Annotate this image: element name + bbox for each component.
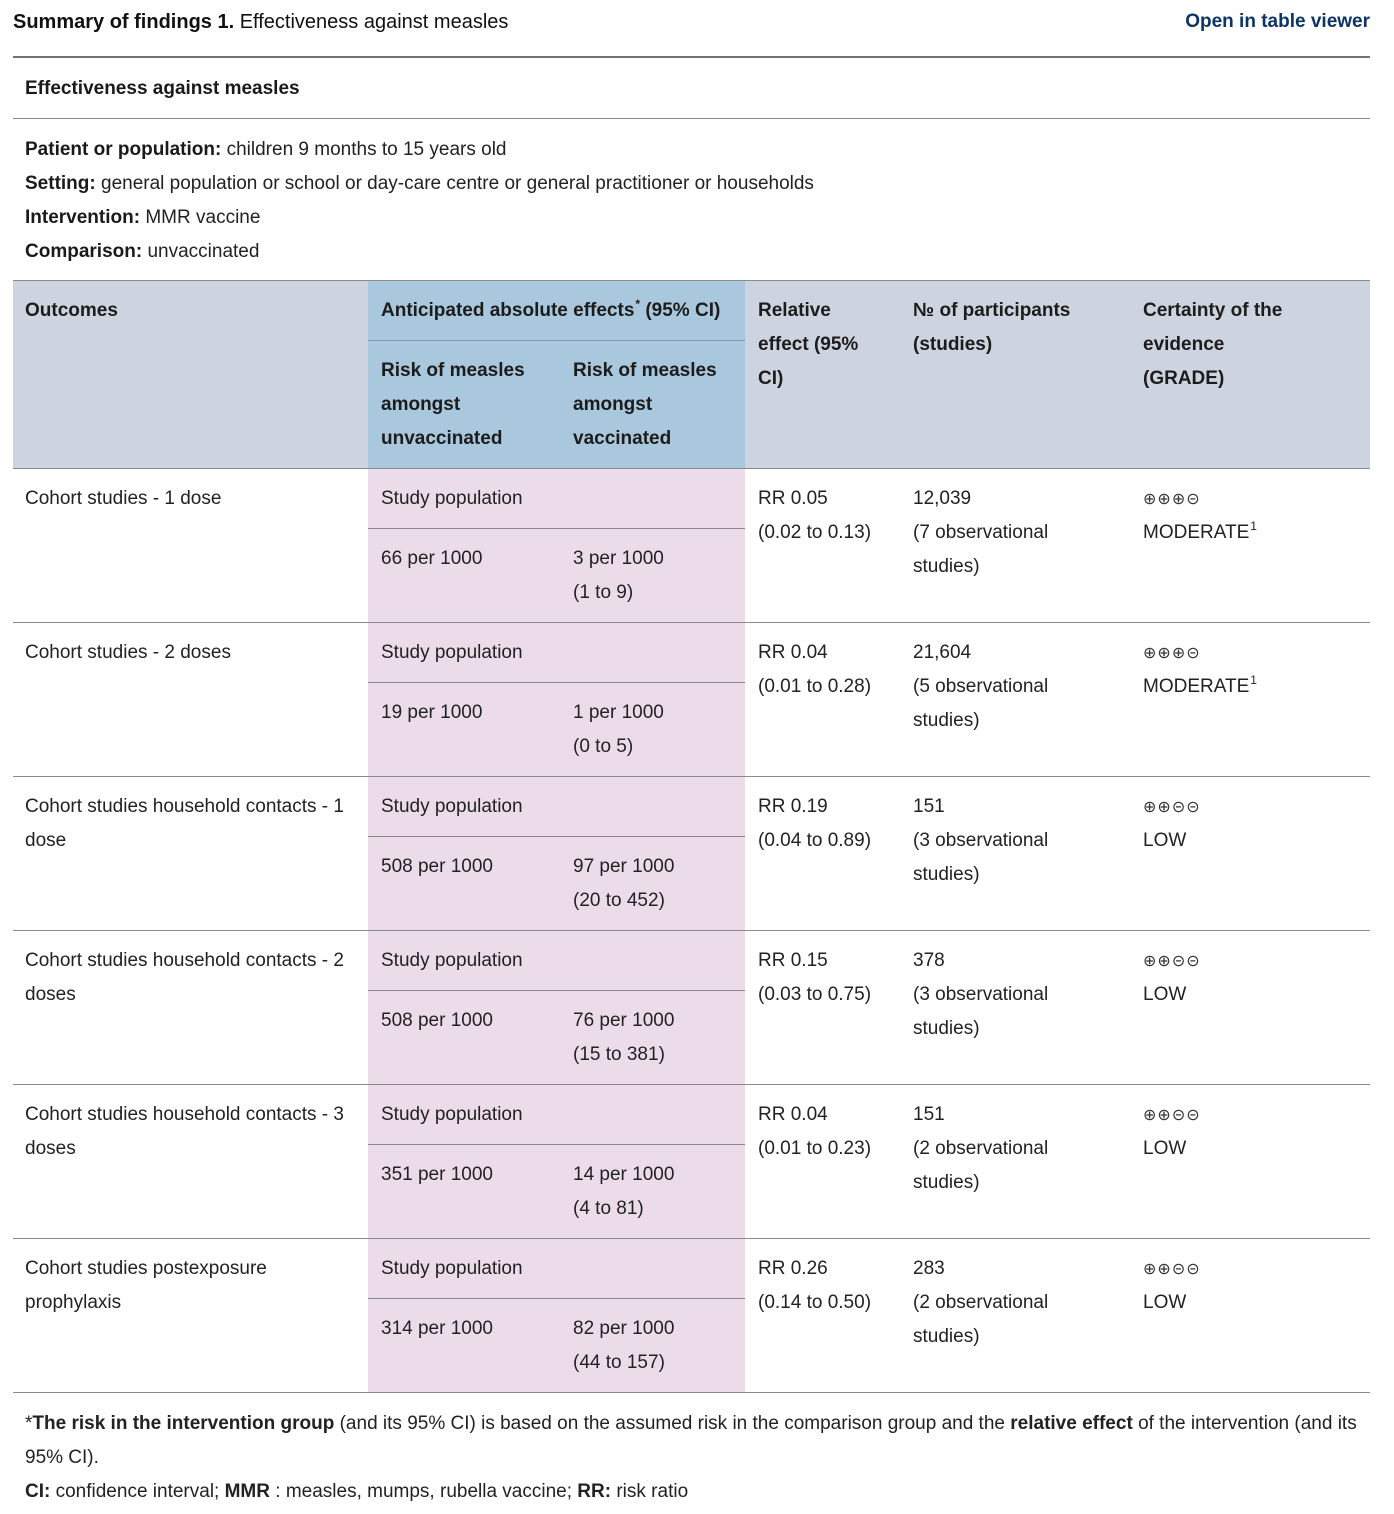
- relative-effect-cell: [745, 469, 900, 622]
- outcome-cell: Cohort studies household contacts - 2 doses: [25, 950, 344, 1005]
- column-header-anticipated-effects: [368, 281, 745, 341]
- footnote-marker: 1: [1250, 673, 1257, 687]
- baseline-label-cell: Study population: [368, 1085, 745, 1145]
- column-header-outcomes: Outcomes: [25, 300, 118, 321]
- risk-vaccinated-cell: [561, 991, 745, 1084]
- certainty-cell: [1130, 623, 1370, 776]
- footnote-text: (and its 95% CI) is based on the assumed risk in the comparison group and the: [339, 1413, 1005, 1434]
- participants-count: 151: [913, 796, 945, 817]
- certainty-rating-icon: ⊕⊕⊕⊝: [1143, 643, 1201, 662]
- relative-effect-value: RR 0.26: [758, 1258, 828, 1279]
- studies-count: (2 observational studies): [913, 1292, 1049, 1347]
- certainty-level-line: [1143, 1286, 1350, 1320]
- table-footnotes: [13, 1393, 1370, 1514]
- baseline-label-cell: Study population: [368, 469, 745, 529]
- relative-effect-value: RR 0.04: [758, 1104, 828, 1125]
- relative-effect-ci: (0.04 to 0.89): [758, 830, 872, 851]
- certainty-level: LOW: [1143, 984, 1187, 1005]
- table-row: [13, 776, 1370, 930]
- context-intervention: [25, 201, 1358, 235]
- abbreviations: [25, 1475, 1358, 1509]
- table-title-number: Summary of findings 1.: [13, 11, 235, 33]
- participants-count: 283: [913, 1258, 945, 1279]
- relative-effect-ci: (0.14 to 0.50): [758, 1292, 872, 1313]
- baseline-label-cell: Study population: [368, 777, 745, 837]
- relative-effect-cell: [745, 1085, 900, 1238]
- baseline-label-cell: Study population: [368, 1239, 745, 1299]
- outcome-cell: Cohort studies postexposure prophylaxis: [25, 1258, 267, 1313]
- table-caption: Effectiveness against measles: [13, 56, 1370, 119]
- context-value: children 9 months to 15 years old: [226, 139, 507, 160]
- open-in-table-viewer-link[interactable]: Open in table viewer: [1185, 11, 1370, 32]
- footnote-risk-explanation: [25, 1407, 1358, 1475]
- risk-vaccinated-value: 97 per 1000: [573, 856, 675, 877]
- risk-vaccinated-ci: (4 to 81): [573, 1198, 644, 1219]
- column-header-risk-vaccinated: Risk of measles amongst vaccinated: [561, 341, 745, 468]
- relative-effect-ci: (0.02 to 0.13): [758, 522, 872, 543]
- risk-vaccinated-cell: [561, 683, 745, 776]
- studies-count: (3 observational studies): [913, 984, 1049, 1039]
- title-bar: [13, 0, 1370, 56]
- certainty-level: LOW: [1143, 1138, 1187, 1159]
- risk-vaccinated-cell: [561, 837, 745, 930]
- relative-effect-cell: [745, 1239, 900, 1392]
- relative-effect-ci: (0.01 to 0.28): [758, 676, 872, 697]
- risk-vaccinated-value: 82 per 1000: [573, 1318, 675, 1339]
- risk-unvaccinated-cell: 314 per 1000: [368, 1299, 561, 1392]
- certainty-level: LOW: [1143, 830, 1187, 851]
- risk-vaccinated-ci: (0 to 5): [573, 736, 634, 757]
- certainty-cell: [1130, 1239, 1370, 1392]
- abbreviation-definition: risk ratio: [616, 1481, 689, 1502]
- table-title: [13, 5, 508, 39]
- participants-cell: [900, 931, 1130, 1084]
- summary-of-findings-page: [13, 0, 1370, 1514]
- context-value: unvaccinated: [147, 241, 260, 262]
- risk-vaccinated-ci: (15 to 381): [573, 1044, 665, 1065]
- table-row: [13, 1238, 1370, 1392]
- abbreviation-definition: confidence interval;: [55, 1481, 220, 1502]
- baseline-label-cell: Study population: [368, 623, 745, 683]
- risk-vaccinated-cell: [561, 529, 745, 622]
- certainty-rating-icon: ⊕⊕⊝⊝: [1143, 1105, 1201, 1124]
- relative-effect-value: RR 0.19: [758, 796, 828, 817]
- risk-unvaccinated-cell: 351 per 1000: [368, 1145, 561, 1238]
- risk-unvaccinated-cell: 508 per 1000: [368, 991, 561, 1084]
- certainty-cell: [1130, 777, 1370, 930]
- participants-count: 12,039: [913, 488, 972, 509]
- risk-vaccinated-value: 3 per 1000: [573, 548, 664, 569]
- relative-effect-ci: (0.01 to 0.23): [758, 1138, 872, 1159]
- footnote-marker: 1: [1250, 519, 1257, 533]
- outcome-cell: Cohort studies - 2 doses: [25, 642, 231, 663]
- column-header-risk-unvaccinated: Risk of measles amongst unvaccinated: [368, 341, 561, 468]
- risk-vaccinated-cell: [561, 1145, 745, 1238]
- risk-vaccinated-value: 14 per 1000: [573, 1164, 675, 1185]
- participants-cell: [900, 469, 1130, 622]
- participants-count: 378: [913, 950, 945, 971]
- participants-cell: [900, 1239, 1130, 1392]
- table-context: [13, 119, 1370, 281]
- certainty-level-line: [1143, 824, 1350, 858]
- certainty-cell: [1130, 469, 1370, 622]
- certainty-rating-icon: ⊕⊕⊝⊝: [1143, 1259, 1201, 1278]
- abbreviation-term: RR:: [577, 1481, 612, 1502]
- certainty-cell: [1130, 1085, 1370, 1238]
- abbreviation-term: CI:: [25, 1481, 51, 1502]
- risk-vaccinated-value: 76 per 1000: [573, 1010, 675, 1031]
- context-value: MMR vaccine: [145, 207, 261, 228]
- certainty-rating-icon: ⊕⊕⊕⊝: [1143, 489, 1201, 508]
- context-population: [25, 133, 1358, 167]
- column-header-participants: № of participants (studies): [913, 300, 1071, 355]
- table-header: [13, 281, 1370, 468]
- participants-cell: [900, 1085, 1130, 1238]
- risk-vaccinated-cell: [561, 1299, 745, 1392]
- risk-vaccinated-value: 1 per 1000: [573, 702, 664, 723]
- certainty-level-line: [1143, 978, 1350, 1012]
- relative-effect-cell: [745, 623, 900, 776]
- studies-count: (7 observational studies): [913, 522, 1049, 577]
- risk-unvaccinated-cell: 66 per 1000: [368, 529, 561, 622]
- risk-vaccinated-ci: (44 to 157): [573, 1352, 665, 1373]
- footnote-bold-term: The risk in the intervention group: [32, 1413, 335, 1434]
- column-header-certainty: Certainty of the evidence (GRADE): [1143, 300, 1283, 389]
- context-setting: [25, 167, 1358, 201]
- table-title-text: Effectiveness against measles: [239, 11, 509, 33]
- relative-effect-value: RR 0.15: [758, 950, 828, 971]
- context-label: Setting:: [25, 173, 96, 194]
- footnote-marker: *: [635, 297, 641, 311]
- table-row: [13, 1084, 1370, 1238]
- studies-count: (5 observational studies): [913, 676, 1049, 731]
- column-header-relative-effect: Relative effect (95% CI): [758, 300, 859, 389]
- participants-count: 21,604: [913, 642, 972, 663]
- certainty-level-line: [1143, 516, 1350, 550]
- certainty-level-line: [1143, 1132, 1350, 1166]
- risk-vaccinated-ci: (20 to 452): [573, 890, 665, 911]
- relative-effect-cell: [745, 931, 900, 1084]
- risk-unvaccinated-cell: 19 per 1000: [368, 683, 561, 776]
- certainty-level: MODERATE: [1143, 676, 1250, 697]
- studies-count: (3 observational studies): [913, 830, 1049, 885]
- certainty-cell: [1130, 931, 1370, 1084]
- risk-unvaccinated-cell: 508 per 1000: [368, 837, 561, 930]
- context-label: Patient or population:: [25, 139, 222, 160]
- outcome-cell: Cohort studies household contacts - 3 doses: [25, 1104, 344, 1159]
- anticipated-effects-ci: (95% CI): [645, 300, 721, 321]
- footnote-text: of the intervention (and its 95% CI).: [25, 1413, 1357, 1468]
- context-label: Comparison:: [25, 241, 143, 262]
- participants-count: 151: [913, 1104, 945, 1125]
- certainty-level: LOW: [1143, 1292, 1187, 1313]
- certainty-level: MODERATE: [1143, 522, 1250, 543]
- relative-effect-value: RR 0.04: [758, 642, 828, 663]
- table-row: [13, 468, 1370, 622]
- certainty-level-line: [1143, 670, 1350, 704]
- footnote-bold-term: relative effect: [1010, 1413, 1133, 1434]
- context-value: general population or school or day-care centre or general practitioner or households: [101, 173, 814, 194]
- certainty-rating-icon: ⊕⊕⊝⊝: [1143, 797, 1201, 816]
- outcome-cell: Cohort studies household contacts - 1 dose: [25, 796, 344, 851]
- context-label: Intervention:: [25, 207, 141, 228]
- abbreviation-definition: : measles, mumps, rubella vaccine;: [275, 1481, 573, 1502]
- certainty-rating-icon: ⊕⊕⊝⊝: [1143, 951, 1201, 970]
- relative-effect-value: RR 0.05: [758, 488, 828, 509]
- relative-effect-ci: (0.03 to 0.75): [758, 984, 872, 1005]
- studies-count: (2 observational studies): [913, 1138, 1049, 1193]
- participants-cell: [900, 777, 1130, 930]
- table-row: [13, 930, 1370, 1084]
- anticipated-effects-label: Anticipated absolute effects: [381, 300, 635, 321]
- outcome-cell: Cohort studies - 1 dose: [25, 488, 222, 509]
- participants-cell: [900, 623, 1130, 776]
- abbreviation-term: MMR: [224, 1481, 270, 1502]
- context-comparison: [25, 235, 1358, 269]
- table-row: [13, 622, 1370, 776]
- relative-effect-cell: [745, 777, 900, 930]
- baseline-label-cell: Study population: [368, 931, 745, 991]
- footnote-marker: *: [25, 1413, 33, 1434]
- risk-vaccinated-ci: (1 to 9): [573, 582, 634, 603]
